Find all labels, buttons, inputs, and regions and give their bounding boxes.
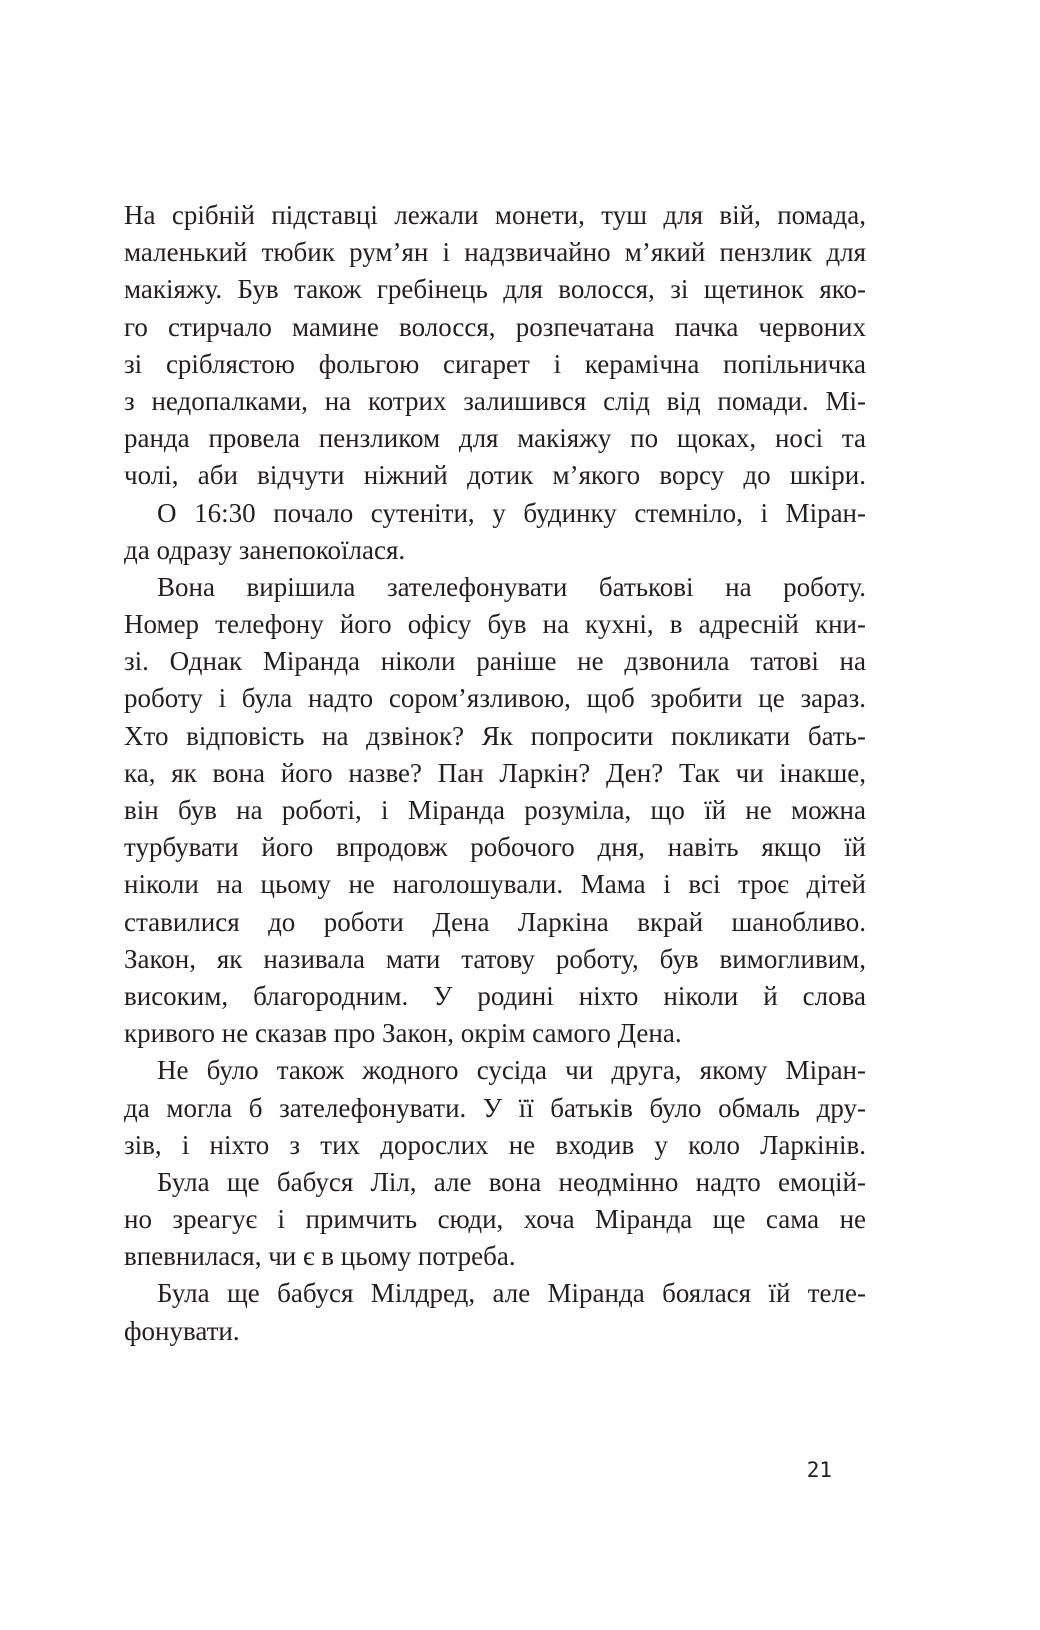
text-line: зі сріблястою фольгою сигарет і керамічна попільничка: [124, 348, 866, 379]
text-line: го стирчало мамине волосся, розпечатана пачка червоних: [124, 311, 866, 342]
body-text: [124, 197, 866, 1350]
paragraph: [124, 569, 866, 1052]
paragraph: [124, 495, 866, 569]
text-line: На срібній підставці лежали монети, туш для вій, помада,: [124, 200, 866, 230]
text-line: зі. Однак Міранда ніколи раніше не дзвонила татові на: [124, 646, 866, 677]
text-line: Вона вирішила зателефонувати батькові на роботу.: [157, 571, 866, 602]
text-line: но зреагує і примчить сюди, хоча Міранда ще сама не: [124, 1204, 866, 1235]
text-line: впевнилася, чи є в цьому потреба.: [124, 1241, 516, 1272]
text-line: Не було також жодного сусіда чи друга, якому Міран-: [157, 1055, 866, 1086]
text-line: кривого не сказав про Закон, окрім самого Дена.: [124, 1018, 682, 1049]
text-line: О 16:30 почало сутеніти, у будинку стемніло, і Міран-: [157, 497, 866, 528]
text-line: да могла б зателефонувати. У її батьків було обмаль дру-: [124, 1092, 866, 1123]
text-line: фонувати.: [124, 1315, 240, 1346]
paragraph: [124, 1164, 866, 1276]
text-line: з недопалками, на котрих залишився слід від помади. Мі-: [124, 385, 866, 416]
paragraph: [124, 1052, 866, 1164]
text-line: він був на роботі, і Міранда розуміла, що їй не можна: [124, 795, 866, 825]
text-line: зів, і ніхто з тих дорослих не входив у коло Ларкінів.: [124, 1129, 866, 1160]
text-line: Була ще бабуся Ліл, але вона неодмінно надто емоцій-: [157, 1166, 866, 1197]
paragraph: [124, 197, 866, 495]
text-line: да одразу занепокоїлася.: [124, 534, 406, 565]
text-line: чолі, аби відчути ніжний дотик м’якого ворсу до шкіри.: [124, 460, 866, 491]
text-line: ставилися до роботи Дена Ларкіна вкрай шанобливо.: [124, 906, 866, 937]
text-line: ка, як вона його назве? Пан Ларкін? Ден? Так чи інакше,: [124, 757, 866, 788]
text-line: Закон, як називала мати татову роботу, був вимогливим,: [124, 943, 866, 974]
text-line: Номер телефону його офісу був на кухні, в адресній кни-: [124, 609, 866, 640]
text-line: Хто відповість на дзвінок? Як попросити покликати бать-: [124, 720, 866, 751]
text-line: ніколи на цьому не наголошували. Мама і всі троє дітей: [124, 869, 866, 900]
text-line: роботу і була надто сором’язливою, щоб зробити це зараз.: [124, 683, 866, 714]
text-line: макіяжу. Був також гребінець для волосся, зі щетинок яко-: [124, 274, 866, 305]
page-number: 21: [806, 1458, 832, 1482]
text-line: Була ще бабуся Мілдред, але Міранда боялася їй теле-: [157, 1278, 866, 1309]
text-line: турбувати його впродовж робочого дня, навіть якщо їй: [124, 832, 866, 863]
text-line: високим, благородним. У родині ніхто ніколи й слова: [124, 980, 866, 1011]
text-line: маленький тюбик рум’ян і надзвичайно м’який пензлик для: [124, 237, 866, 268]
text-line: ранда провела пензликом для макіяжу по щоках, носі та: [124, 423, 866, 454]
paragraph: [124, 1275, 866, 1349]
